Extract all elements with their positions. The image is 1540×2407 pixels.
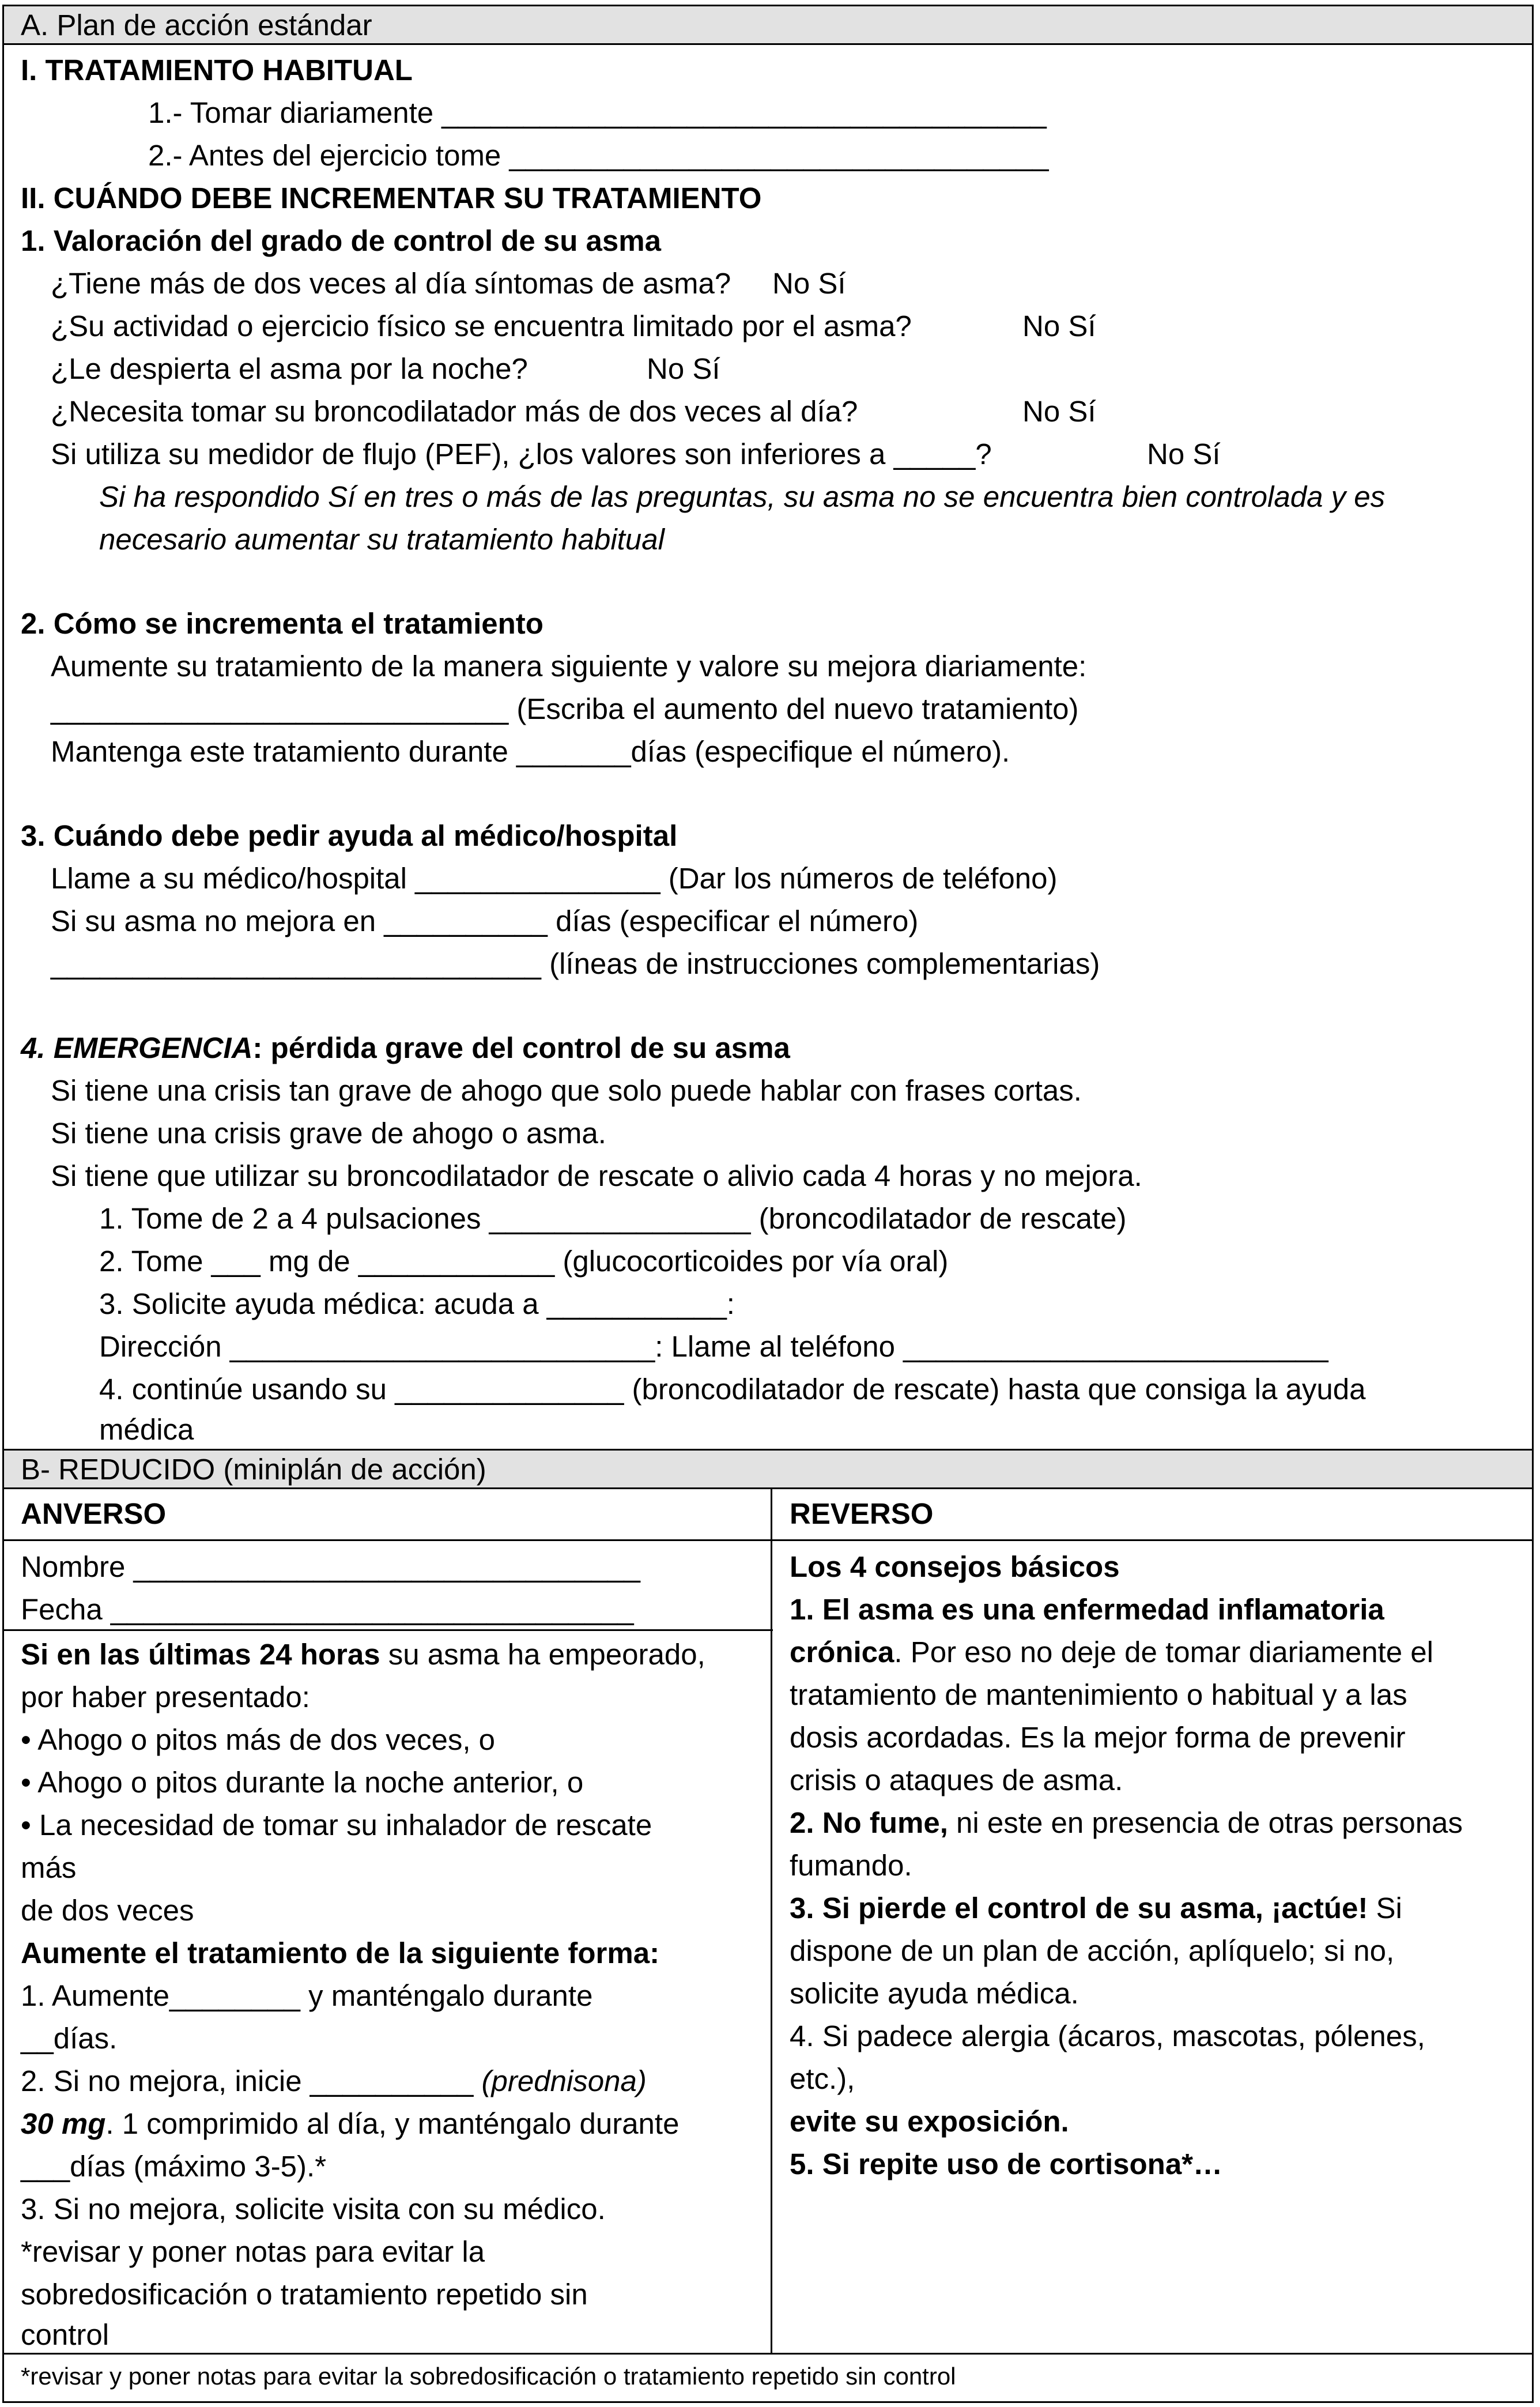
- question-5-answer: No Sí: [1147, 438, 1221, 470]
- consejo-4-line-1: 4. Si padece alergia (ácaros, mascotas, pólenes,: [790, 2020, 1425, 2052]
- control-note-line1: Si ha respondido Sí en tres o más de las preguntas, su asma no se encuentra bien controlada y es: [99, 480, 1386, 513]
- tomar-diariamente-line: 1.- Tomar diariamente _____________________________________: [148, 96, 1047, 129]
- consejo-1-line-4: dosis acordadas. Es la mejor forma de prevenir: [790, 1721, 1406, 1754]
- pedir-ayuda-title: 3. Cuándo debe pedir ayuda al médico/hospital: [21, 819, 678, 852]
- anverso-note-2: sobredosificación o tratamiento repetido sin: [21, 2278, 588, 2311]
- prednisona-label: (prednisona): [481, 2065, 647, 2097]
- question-1: ¿Tiene más de dos veces al día síntomas de asma?: [51, 267, 731, 300]
- ayuda-line-2: Si su asma no mejora en __________ días (especificar el número): [51, 905, 919, 937]
- consejo-4-bold: evite su exposición.: [790, 2105, 1069, 2138]
- control-note-line2: necesario aumentar su tratamiento habitual: [99, 523, 665, 556]
- anverso-step-1-cont: __días.: [21, 2022, 118, 2055]
- question-2: ¿Su actividad o ejercicio físico se encuentra limitado por el asma?: [51, 310, 912, 342]
- emergencia-direccion: Dirección __________________________: Llame al teléfono __________________________: [99, 1330, 1328, 1363]
- anverso-step-2-dose: [21, 2107, 679, 2141]
- emergencia-step-2: 2. Tome ___ mg de ____________ (glucocorticoides por vía oral): [99, 1245, 949, 1278]
- anverso-note-1: *revisar y poner notas para evitar la: [21, 2235, 485, 2268]
- consejo-1-line-3: tratamiento de mantenimiento o habitual y a las: [790, 1678, 1407, 1711]
- consejo-1-line-5: crisis o ataques de asma.: [790, 1764, 1123, 1796]
- dose-30mg: 30 mg: [21, 2107, 106, 2140]
- actue-bold: 3. Si pierde el control de su asma, ¡actúe!: [790, 1892, 1368, 1924]
- footnote: *revisar y poner notas para evitar la sobredosificación o tratamiento repetido sin control: [21, 2363, 956, 2390]
- anverso-line-6: de dos veces: [21, 1894, 194, 1927]
- anverso-step-2-days: ___días (máximo 3-5).*: [21, 2150, 327, 2183]
- consejo-2-rest: ni este en presencia de otras personas: [948, 1806, 1463, 1839]
- emergencia-line-2: Si tiene una crisis grave de ahogo o asma.: [51, 1117, 606, 1150]
- valoracion-title: 1. Valoración del grado de control de su asma: [21, 224, 661, 257]
- antes-ejercicio-line: 2.- Antes del ejercicio tome _________________________________: [148, 139, 1049, 172]
- consejo-3-rest: Si: [1368, 1892, 1402, 1924]
- no-fume-bold: 2. No fume,: [790, 1806, 948, 1839]
- emergencia-title-rest: : pérdida grave del control de su asma: [252, 1031, 790, 1064]
- consejo-1-line-2-rest: . Por eso no deje de tomar diariamente el: [894, 1636, 1433, 1668]
- column-divider: [771, 1489, 772, 2355]
- anverso-line-4: • La necesidad de tomar su inhalador de rescate: [21, 1809, 652, 1841]
- question-3: ¿Le despierta el asma por la noche?: [51, 352, 528, 385]
- consejo-3-line-1: [790, 1891, 1402, 1926]
- question-2-answer: No Sí: [1022, 310, 1096, 342]
- anverso-step-2-text: 2. Si no mejora, inicie __________: [21, 2065, 482, 2097]
- anverso-intro-rest: su asma ha empeorado,: [380, 1638, 705, 1671]
- footnote-divider: [2, 2353, 1534, 2355]
- anverso-step-2: [21, 2064, 647, 2099]
- anverso-line-3: • Ahogo o pitos durante la noche anterior, o: [21, 1766, 584, 1799]
- como-line-3: Mantenga este tratamiento durante _______días (especifique el número).: [51, 735, 1010, 768]
- fecha-field: Fecha ________________________________: [21, 1593, 634, 1626]
- tratamiento-habitual-title: I. TRATAMIENTO HABITUAL: [21, 54, 413, 86]
- ayuda-line-1: Llame a su médico/hospital _______________ (Dar los números de teléfono): [51, 862, 1058, 895]
- aumente-title: Aumente el tratamiento de la siguiente forma:: [21, 1937, 660, 1969]
- anverso-line-5: más: [21, 1851, 77, 1884]
- reverso-title: REVERSO: [790, 1497, 934, 1530]
- consejo-4-line-2: etc.),: [790, 2062, 855, 2095]
- consejos-title: Los 4 consejos básicos: [790, 1550, 1120, 1583]
- emergencia-step-3: 3. Solicite ayuda médica: acuda a ___________:: [99, 1287, 735, 1320]
- anverso-reverso-divider: [2, 1539, 1534, 1541]
- question-3-answer: No Sí: [647, 352, 720, 385]
- consejo-2-line-2: fumando.: [790, 1849, 912, 1882]
- consejo-2-line-1: [790, 1806, 1463, 1840]
- anverso-line-2: • Ahogo o pitos más de dos veces, o: [21, 1723, 496, 1756]
- consejo-5: 5. Si repite uso de cortisona*…: [790, 2148, 1223, 2180]
- anverso-step-3: 3. Si no mejora, solicite visita con su médico.: [21, 2193, 606, 2225]
- nombre-field: Nombre _______________________________: [21, 1550, 640, 1583]
- consejo-3-line-3: solicite ayuda médica.: [790, 1977, 1079, 2010]
- emergencia-title: [21, 1031, 790, 1065]
- anverso-line-1: por haber presentado:: [21, 1681, 310, 1713]
- emergencia-line-1: Si tiene una crisis tan grave de ahogo que solo puede hablar con frases cortas.: [51, 1074, 1082, 1107]
- question-1-answer: No Sí: [772, 267, 846, 300]
- question-5: Si utiliza su medidor de flujo (PEF), ¿los valores son inferiores a _____?: [51, 438, 992, 470]
- anverso-step-2-dose-rest: . 1 comprimido al día, y manténgalo durante: [105, 2107, 680, 2140]
- incrementar-title: II. CUÁNDO DEBE INCREMENTAR SU TRATAMIENTO: [21, 182, 762, 214]
- como-incrementa-title: 2. Cómo se incrementa el tratamiento: [21, 607, 543, 640]
- anverso-step-1: 1. Aumente________ y manténgalo durante: [21, 1979, 593, 2012]
- section-a-title: A. Plan de acción estándar: [21, 9, 372, 42]
- como-line-1: Aumente su tratamiento de la manera siguiente y valore su mejora diariamente:: [51, 650, 1087, 683]
- emergencia-line-3: Si tiene que utilizar su broncodilatador de rescate o alivio cada 4 horas y no mejora.: [51, 1159, 1142, 1192]
- anverso-intro: [21, 1637, 705, 1672]
- section-b-title: B- REDUCIDO (miniplán de acción): [21, 1453, 486, 1486]
- emergencia-title-number: 4. EMERGENCIA: [21, 1031, 253, 1064]
- anverso-note-3: control: [21, 2318, 110, 2351]
- consejo-1-line-1: 1. El asma es una enfermedad inflamatoria: [790, 1593, 1384, 1626]
- consejo-3-line-2: dispone de un plan de acción, aplíquelo; si no,: [790, 1934, 1395, 1967]
- anverso-intro-bold: Si en las últimas 24 horas: [21, 1638, 380, 1671]
- question-4-answer: No Sí: [1022, 395, 1096, 428]
- emergencia-step-4: 4. continúe usando su ______________ (broncodilatador de rescate) hasta que consiga la ayuda: [99, 1373, 1366, 1406]
- consejo-1-line-2: [790, 1635, 1433, 1670]
- question-4: ¿Necesita tomar su broncodilatador más de dos veces al día?: [51, 395, 858, 428]
- cronica-bold: crónica: [790, 1636, 894, 1668]
- ayuda-line-3: ______________________________ (líneas de instrucciones complementarias): [51, 947, 1100, 980]
- nombre-fecha-divider: [2, 1629, 773, 1631]
- emergencia-step-1: 1. Tome de 2 a 4 pulsaciones ________________ (broncodilatador de rescate): [99, 1202, 1127, 1235]
- anverso-title: ANVERSO: [21, 1497, 167, 1530]
- emergencia-step-4-cont: médica: [99, 1413, 194, 1446]
- como-line-2: ____________________________ (Escriba el aumento del nuevo tratamiento): [51, 692, 1079, 725]
